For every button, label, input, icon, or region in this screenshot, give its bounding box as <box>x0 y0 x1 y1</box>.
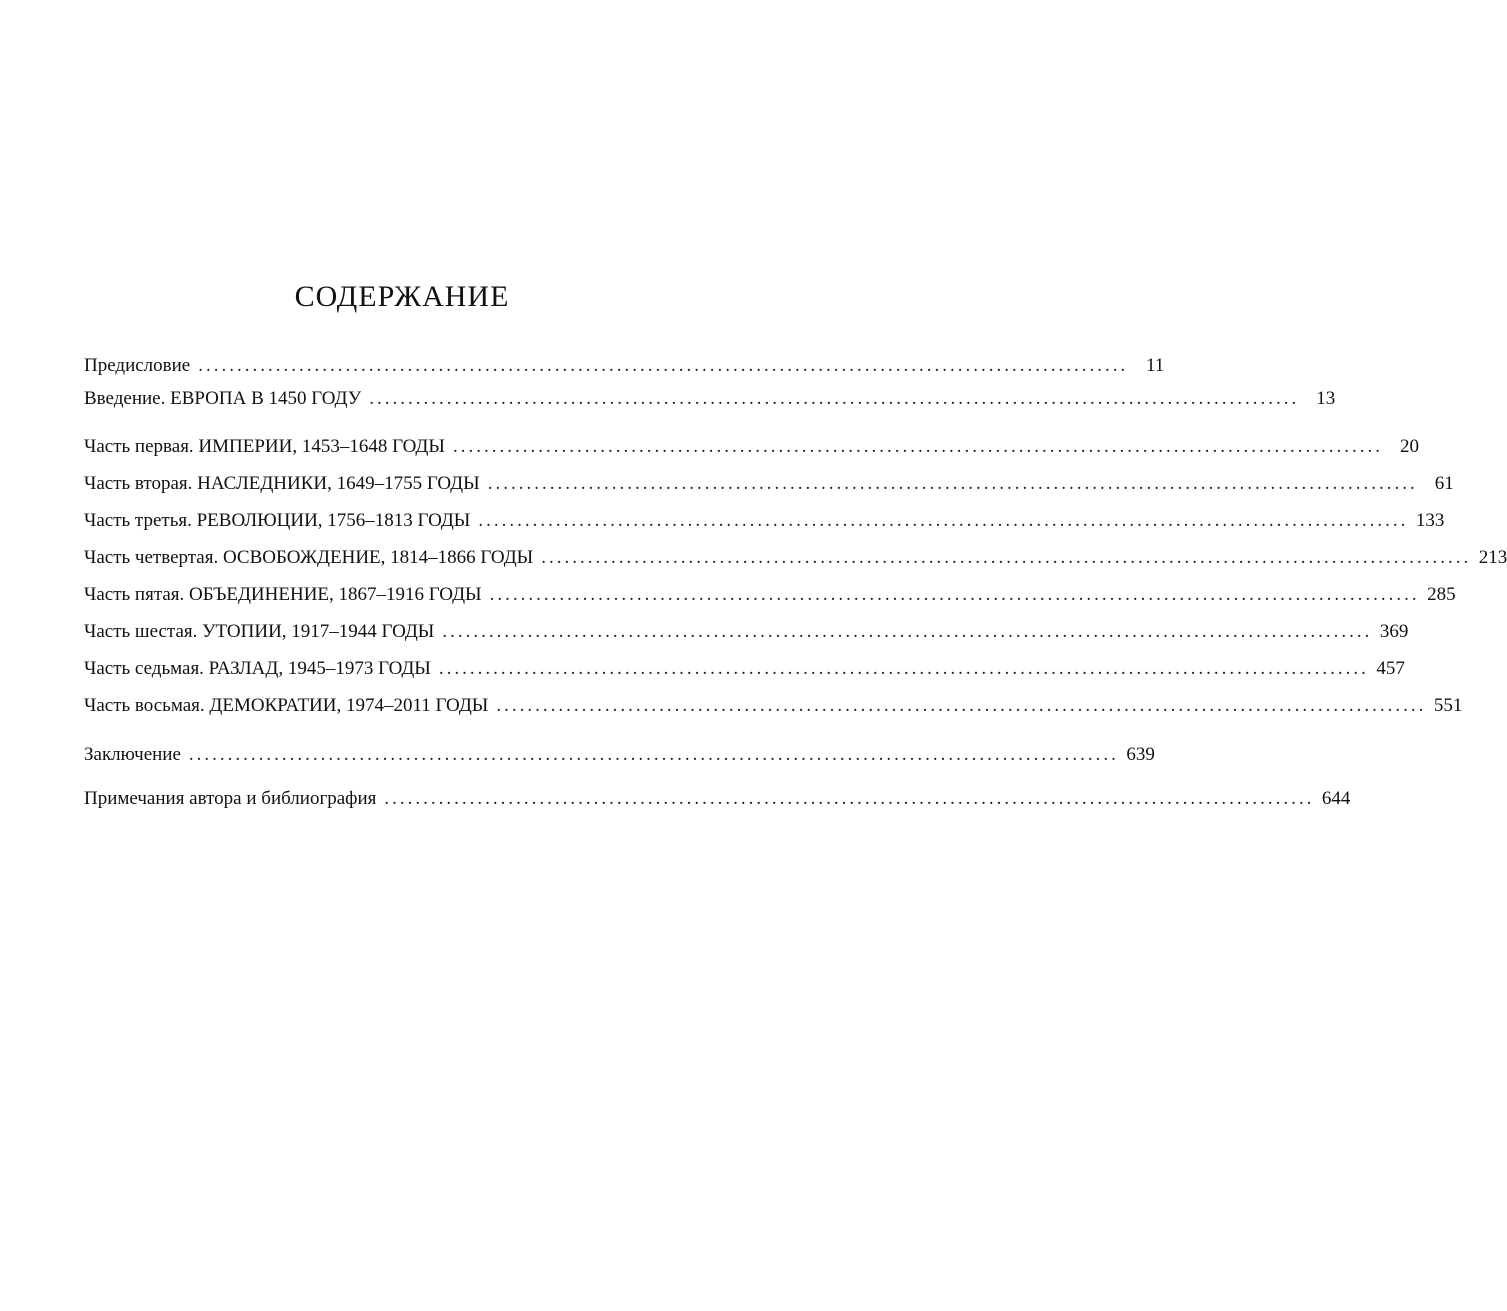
toc-entry-page: 61 <box>1434 473 1454 494</box>
toc-leader-dots: ........................................................................................................................ <box>198 355 1129 376</box>
toc-entry-page: 551 <box>1433 695 1463 716</box>
toc-entry-label: Предисловие <box>84 355 191 376</box>
toc-entry-page: 639 <box>1126 744 1155 765</box>
toc-entry-label: Примечания автора и библиография <box>84 788 377 809</box>
toc-entry-part-2 <box>84 471 1454 497</box>
toc-leader-dots: ........................................................................................................................ <box>478 510 1409 531</box>
toc-entry-page: 133 <box>1415 510 1445 531</box>
toc-leader-dots: ........................................................................................................................ <box>487 473 1418 494</box>
toc-entry-page: 11 <box>1145 355 1165 376</box>
toc-entry-part-4 <box>84 545 1507 571</box>
toc-entry-page: 457 <box>1376 658 1405 679</box>
toc-leader-dots: ........................................................................................................................ <box>452 436 1383 457</box>
toc-entry-label: Часть седьмая. РАЗЛАД, 1945–1973 ГОДЫ <box>84 658 431 679</box>
toc-entry-label: Часть шестая. УТОПИИ, 1917–1944 ГОДЫ <box>84 621 435 642</box>
toc-leader-dots: ........................................................................................................................ <box>541 547 1472 568</box>
toc-entry-introduction <box>84 386 1336 412</box>
toc-entry-label: Часть пятая. ОБЪЕДИНЕНИЕ, 1867–1916 ГОДЫ <box>84 584 482 605</box>
toc-leader-dots: ........................................................................................................................ <box>496 695 1427 716</box>
toc-leader-dots: ........................................................................................................................ <box>369 388 1300 409</box>
toc-entry-label: Часть третья. РЕВОЛЮЦИИ, 1756–1813 ГОДЫ <box>84 510 471 531</box>
toc-entry-label: Часть вторая. НАСЛЕДНИКИ, 1649–1755 ГОДЫ <box>84 473 480 494</box>
toc-entry-part-6 <box>84 619 1409 645</box>
toc-entry-page: 644 <box>1321 788 1351 809</box>
toc-entry-conclusion <box>84 742 1155 768</box>
toc-leader-dots: ........................................................................................................................ <box>442 621 1373 642</box>
toc-entry-page: 13 <box>1316 388 1336 409</box>
toc-entry-page: 369 <box>1379 621 1409 642</box>
toc-entry-part-5 <box>84 582 1456 608</box>
toc-leader-dots: ........................................................................................................................ <box>384 788 1315 809</box>
toc-entry-preface <box>84 353 1165 379</box>
toc-entry-part-1 <box>84 434 1419 460</box>
toc-entry-notes-bibliography <box>84 786 1351 812</box>
toc-entry-part-7 <box>84 656 1405 682</box>
toc-entry-label: Введение. ЕВРОПА В 1450 ГОДУ <box>84 388 362 409</box>
toc-entry-part-8 <box>84 693 1463 719</box>
toc-entry-part-3 <box>84 508 1445 534</box>
toc-entry-label: Заключение <box>84 744 181 765</box>
toc-leader-dots: ........................................................................................................................ <box>438 658 1369 679</box>
toc-entry-label: Часть первая. ИМПЕРИИ, 1453–1648 ГОДЫ <box>84 436 445 457</box>
toc-entry-page: 285 <box>1427 584 1456 605</box>
toc-entry-label: Часть четвертая. ОСВОБОЖДЕНИЕ, 1814–1866 ГОДЫ <box>84 547 534 568</box>
toc-leader-dots: ........................................................................................................................ <box>489 584 1420 605</box>
toc-entry-label: Часть восьмая. ДЕМОКРАТИИ, 1974–2011 ГОДЫ <box>84 695 489 716</box>
toc-entry-page: 213 <box>1478 547 1507 568</box>
toc-title: СОДЕРЖАНИЕ <box>294 280 510 313</box>
toc-entry-page: 20 <box>1399 436 1419 457</box>
toc-leader-dots: ........................................................................................................................ <box>188 744 1119 765</box>
